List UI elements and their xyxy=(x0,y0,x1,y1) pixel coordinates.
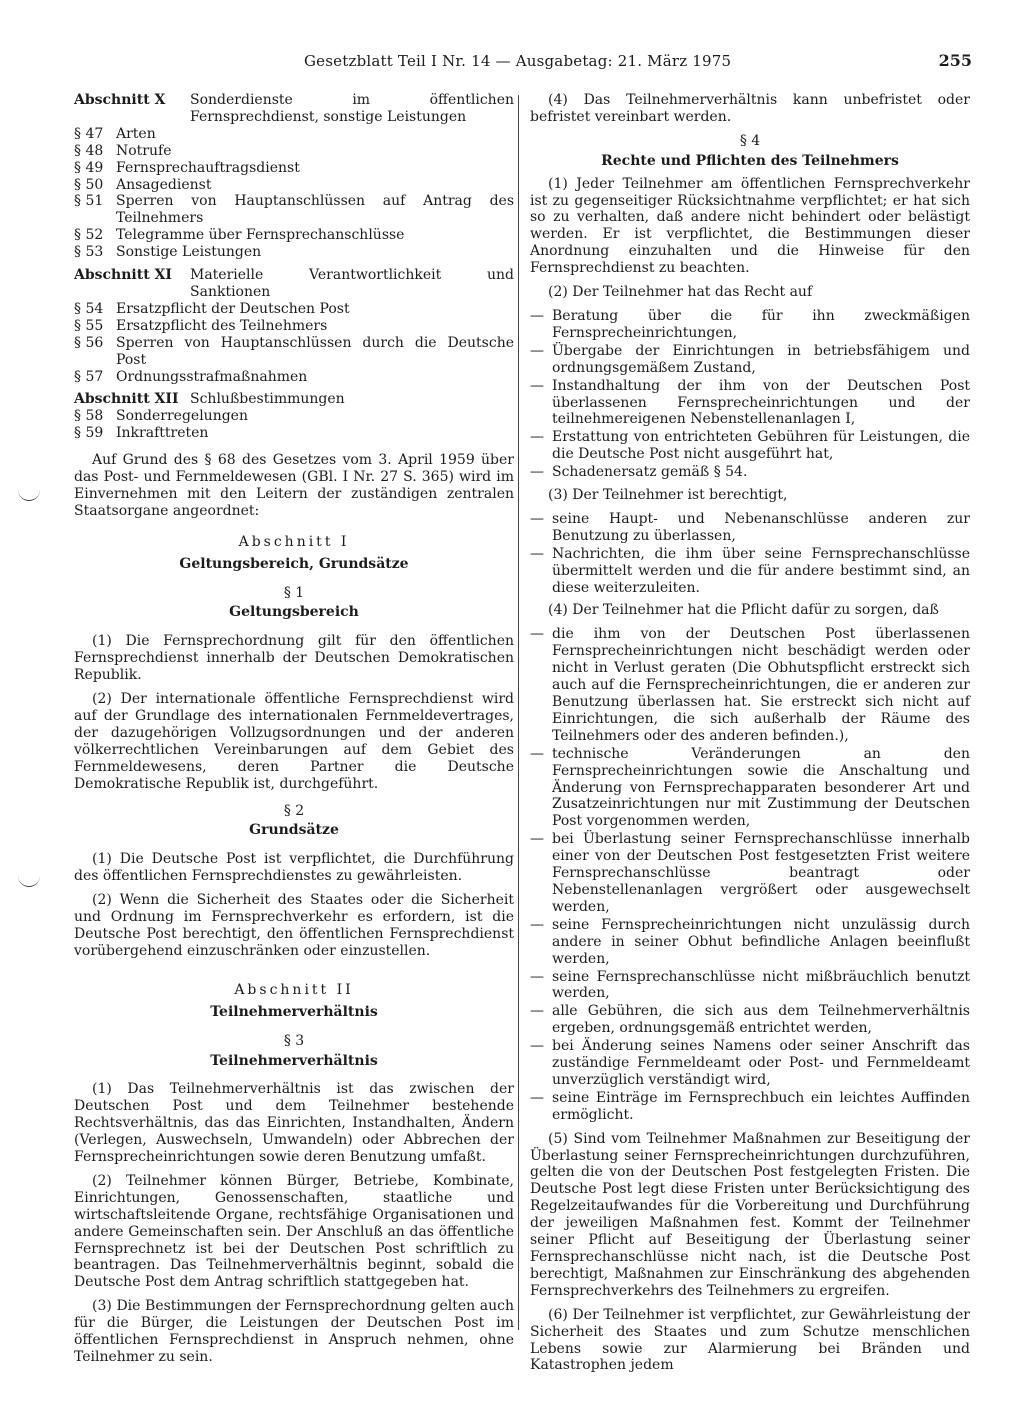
paragraph-title: Geltungsbereich xyxy=(229,604,359,621)
toc-paragraph-row xyxy=(74,177,514,194)
list-item xyxy=(530,626,970,744)
toc-key: Abschnitt XI xyxy=(74,267,172,284)
preamble: Auf Grund des § 68 des Gesetzes vom 3. April 1959 über das Post- und Fernmeldewesen (GBl. I Nr. 27 S. 365) wird im Einvernehmen mit den Leitern der zuständigen zentralen Staatsorgane angeordnet: xyxy=(74,452,514,519)
toc-paragraph-row xyxy=(74,244,514,261)
toc-text: Sonderdienste im öffentlichen Fernsprechdienst, sonstige Leistungen xyxy=(190,92,514,125)
list-item-text: Schadenersatz gemäß § 54. xyxy=(552,464,748,481)
toc-key: Abschnitt X xyxy=(74,92,166,108)
toc-key: Abschnitt XII xyxy=(74,391,179,408)
toc-paragraph-row xyxy=(74,143,514,160)
paragraph-sign: § 4 xyxy=(739,132,761,149)
dash-bullet: — xyxy=(530,545,544,562)
list-item-text: Erstattung von entrichteten Gebühren für Leistungen, die die Deutsche Post nicht ausgeführt hat, xyxy=(552,429,970,463)
column-divider xyxy=(518,95,519,1330)
paragraph-sign: § 2 xyxy=(283,802,305,819)
rights-list xyxy=(530,308,970,481)
paragraph-text: (1) Die Deutsche Post ist verpflichtet, die Durchführung des öffentlichen Fernsprechdienstes zu gewährleisten. xyxy=(74,851,514,885)
toc-paragraph-row xyxy=(74,227,514,244)
dash-bullet: — xyxy=(530,968,544,985)
toc-text: Materielle Verantwortlichkeit und Sanktionen xyxy=(190,267,514,300)
section-heading: Abschnitt II xyxy=(234,981,354,998)
section-title: Geltungsbereich, Grundsätze xyxy=(179,555,409,572)
dash-bullet: — xyxy=(530,377,544,394)
toc-paragraph-row xyxy=(74,301,514,318)
toc-text: Ordnungsstrafmaßnahmen xyxy=(116,368,308,385)
entitlements-list xyxy=(530,511,970,597)
toc-text: Fernsprechauftragsdienst xyxy=(116,159,300,176)
dash-bullet: — xyxy=(530,342,544,359)
toc-key: § 47 xyxy=(74,125,104,142)
toc-text: Schlußbestimmungen xyxy=(190,391,345,408)
list-item xyxy=(530,464,970,481)
toc-key: § 53 xyxy=(74,244,104,261)
list-item-text: Instandhaltung der ihm von der Deutschen Post überlassenen Fernsprecheinrichtungen und der teilnehmereigenen Nebenstellenanlagen I, xyxy=(552,377,970,428)
list-item-text: alle Gebühren, die sich aus dem Teilnehmerverhältnis ergeben, ordnungsgemäß entrichtet werden, xyxy=(552,1003,970,1037)
paragraph-text: (2) Teilnehmer können Bürger, Betriebe, Kombinate, Einrichtungen, Genossenschaften, staatliche und wirtschaftsleitende Organe, rechtsfähige Organisationen und andere Gemeinschaften sein. Der Anschluß an das öffentliche Fernsprechnetz ist bei der Deutschen Post schriftlich zu beantragen. Das Teilnehmerverhältnis beginnt, sobald die Deutsche Post dem Antrag schriftlich stattgegeben hat. xyxy=(74,1172,514,1291)
list-intro: (3) Der Teilnehmer ist berechtigt, xyxy=(548,487,788,504)
paragraph-sign: § 3 xyxy=(283,1032,305,1049)
list-item xyxy=(530,1003,970,1037)
toc-paragraph-row xyxy=(74,408,514,425)
list-item xyxy=(530,831,970,916)
paragraph-text: (4) Das Teilnehmerverhältnis kann unbefristet oder befristet vereinbart werden. xyxy=(530,92,970,125)
right-column xyxy=(530,92,970,1381)
dash-bullet: — xyxy=(530,429,544,446)
list-item xyxy=(530,1038,970,1089)
toc-key: § 58 xyxy=(74,408,104,425)
toc-text: Arten xyxy=(116,125,156,142)
toc-paragraph-row xyxy=(74,335,514,369)
list-item-text: die ihm von der Deutschen Post überlassenen Fernsprecheinrichtungen nicht beschädigt werden oder nicht in Verlust geraten (Die Obhutspflicht erstreckt sich auch auf die Fernsprecheinrichtungen, die er anderen zur Benutzung überlassen hat. Sie erstreckt sich nicht auf Einrichtungen, die sich außerhalb der Räume des Teilnehmers oder des anderen befinden.), xyxy=(552,626,970,744)
margin-pencil-mark xyxy=(18,488,40,501)
list-item xyxy=(530,546,970,597)
toc-paragraph-row xyxy=(74,425,514,442)
list-item xyxy=(530,917,970,968)
list-item xyxy=(530,429,970,463)
toc-key: § 48 xyxy=(74,142,104,159)
paragraph-text: (2) Der internationale öffentliche Fernsprechdienst wird auf der Grundlage des internationalen Fernmeldevertrages, der dazugehörigen Vollzugsordnungen und der anderen völkerrechtlichen Vereinbarungen auf dem Gebiet des Fernmeldewesens, deren Partner die Deutsche Demokratische Republik ist, durchgeführt. xyxy=(74,691,514,792)
toc-text: Sperren von Hauptanschlüssen durch die Deutsche Post xyxy=(116,334,514,368)
list-intro: (4) Der Teilnehmer hat die Pflicht dafür zu sorgen, daß xyxy=(548,602,939,619)
toc-key: § 51 xyxy=(74,193,104,210)
toc-paragraph-row xyxy=(74,193,514,227)
toc-text: Notrufe xyxy=(116,142,172,159)
toc-key: § 57 xyxy=(74,368,104,385)
dash-bullet: — xyxy=(530,510,544,527)
toc-text: Inkrafttreten xyxy=(116,425,209,442)
toc-section-row xyxy=(74,391,514,408)
toc-text: Ersatzpflicht des Teilnehmers xyxy=(116,317,328,334)
dash-bullet: — xyxy=(530,1089,544,1106)
duties-list xyxy=(530,626,970,1123)
toc-key: § 56 xyxy=(74,334,104,351)
toc-paragraph-row xyxy=(74,369,514,386)
page-number: 255 xyxy=(938,51,972,70)
toc-text: Ansagedienst xyxy=(116,176,212,193)
toc-text: Telegramme über Fernsprechanschlüsse xyxy=(116,227,405,244)
toc-text: Ersatzpflicht der Deutschen Post xyxy=(116,300,350,317)
toc-paragraph-row xyxy=(74,126,514,143)
dash-bullet: — xyxy=(530,745,544,762)
left-column xyxy=(74,92,514,1373)
margin-pencil-mark xyxy=(18,874,40,887)
toc-paragraph-row xyxy=(74,318,514,335)
paragraph-text: (1) Jeder Teilnehmer am öffentlichen Fernsprechverkehr ist zu gegenseitiger Rücksichtnahme verpflichtet; er hat sich so zu verhalten, daß andere nicht behindert oder belästigt werden. Er ist verpflichtet, die Bestimmungen dieser Anordnung einzuhalten und die Hinweise für den Fernsprechdienst zu beachten. xyxy=(530,175,970,277)
dash-bullet: — xyxy=(530,831,544,848)
paragraph-text: (2) Wenn die Sicherheit des Staates oder die Sicherheit und Ordnung im Fernsprechverkehr es erfordern, ist die Deutsche Post berechtigt, den öffentlichen Fernsprechdienst vorübergehend einzuschränken oder einzustellen. xyxy=(74,892,514,959)
toc-paragraph-row xyxy=(74,160,514,177)
list-item xyxy=(530,969,970,1003)
paragraph-sign: § 1 xyxy=(283,584,305,601)
toc-key: § 49 xyxy=(74,159,104,176)
toc-key: § 59 xyxy=(74,425,104,442)
dash-bullet: — xyxy=(530,626,544,643)
paragraph-title: Teilnehmerverhältnis xyxy=(210,1052,378,1069)
list-item xyxy=(530,1090,970,1124)
dash-bullet: — xyxy=(530,464,544,481)
dash-bullet: — xyxy=(530,1038,544,1055)
section-title: Teilnehmerverhältnis xyxy=(210,1003,378,1020)
paragraph-text: (6) Der Teilnehmer ist verpflichtet, zur Gewährleistung der Sicherheit des Staates und zum Schutze menschlichen Lebens sowie zur Alarmierung bei Bränden und Katastrophen jedem xyxy=(530,1306,970,1374)
toc-section-row xyxy=(74,267,514,301)
list-item xyxy=(530,343,970,377)
dash-bullet: — xyxy=(530,916,544,933)
page-header xyxy=(74,50,972,72)
table-of-contents xyxy=(74,92,514,442)
dash-bullet: — xyxy=(530,1003,544,1020)
list-item-text: Übergabe der Einrichtungen in betriebsfähigem und ordnungsgemäßem Zustand, xyxy=(552,342,970,376)
list-item-text: bei Änderung seines Namens oder seiner Anschrift das zuständige Fernmeldeamt oder Post- und Fernmeldeamt unverzüglich verständigt wird, xyxy=(552,1038,970,1088)
list-item xyxy=(530,378,970,429)
list-item xyxy=(530,511,970,545)
list-item-text: seine Einträge im Fernsprechbuch ein leichtes Auffinden ermöglicht. xyxy=(552,1089,970,1123)
toc-key: § 55 xyxy=(74,317,104,334)
list-item-text: seine Fernsprechanschlüsse nicht mißbräuchlich benutzt werden, xyxy=(552,968,970,1002)
paragraph-title: Rechte und Pflichten des Teilnehmers xyxy=(601,152,899,169)
paragraph-title: Grundsätze xyxy=(249,822,339,839)
list-item-text: Nachrichten, die ihm über seine Fernsprechanschlüsse übermittelt werden und die für andere bestimmt sind, an diese weiterzuleiten. xyxy=(552,545,970,596)
gazette-header-title: Gesetzblatt Teil I Nr. 14 — Ausgabetag: 21. März 1975 xyxy=(304,52,732,70)
toc-section-row xyxy=(74,92,514,126)
paragraph-text: (1) Das Teilnehmerverhältnis ist das zwischen der Deutschen Post und dem Teilnehmer bestehende Rechtsverhältnis, das das Einrichten, Instandhalten, Ändern (Verlegen, Auswechseln, Umwandeln) oder Abbrechen der Fernsprecheinrichtungen sowie deren Benutzung umfaßt. xyxy=(74,1081,514,1166)
toc-key: § 52 xyxy=(74,227,104,244)
list-item-text: bei Überlastung seiner Fernsprechanschlüsse innerhalb einer von der Deutschen Post festgesetzten Frist weitere Fernsprechanschlüsse beantragt oder Nebenstellenanlagen vergrößert oder ausgewechselt werden, xyxy=(552,831,970,915)
toc-text: Sperren von Hauptanschlüssen auf Antrag des Teilnehmers xyxy=(116,193,514,227)
paragraph-text: (3) Die Bestimmungen der Fernsprechordnung gelten auch für die Bürger, die Leistungen der Deutschen Post im öffentlichen Fernsprechdienst in Anspruch nehmen, ohne Teilnehmer zu sein. xyxy=(74,1298,514,1365)
list-item xyxy=(530,746,970,831)
list-item-text: seine Fernsprecheinrichtungen nicht unzulässig durch andere in seiner Obhut befindliche Anlagen beeinflußt werden, xyxy=(552,916,970,967)
list-intro: (2) Der Teilnehmer hat das Recht auf xyxy=(548,284,813,301)
toc-key: § 50 xyxy=(74,176,104,193)
toc-text: Sonstige Leistungen xyxy=(116,244,262,261)
paragraph-text: (1) Die Fernsprechordnung gilt für den öffentlichen Fernsprechdienst innerhalb der Deutschen Demokratischen Republik. xyxy=(74,633,514,684)
list-item-text: seine Haupt- und Nebenanschlüsse anderen zur Benutzung zu überlassen, xyxy=(552,510,970,544)
list-item xyxy=(530,308,970,342)
toc-key: § 54 xyxy=(74,300,104,317)
toc-text: Sonderregelungen xyxy=(116,408,248,425)
list-item-text: Beratung über die für ihn zweckmäßigen Fernsprecheinrichtungen, xyxy=(552,307,970,341)
paragraph-text: (5) Sind vom Teilnehmer Maßnahmen zur Beseitigung der Überlastung seiner Fernsprecheinrichtungen durchzuführen, gelten die von der Deutschen Post festgelegten Fristen. Die Deutsche Post legt diese Fristen unter Berücksichtigung des Regelzeitaufwandes für die Vorbereitung und Durchführung der jeweiligen Maßnahmen fest. Kommt der Teilnehmer seiner Pflicht auf Beseitigung der Überlastung seiner Fernsprechanschlüsse nicht nach, ist die Deutsche Post berechtigt, Maßnahmen zur Einschränkung des abgehenden Fernsprechverkehrs des Teilnehmers zu ergreifen. xyxy=(530,1130,970,1299)
section-heading: Abschnitt I xyxy=(238,533,350,550)
list-item-text: technische Veränderungen an den Fernsprecheinrichtungen sowie die Anschaltung und Änderung von Fernsprechapparaten besonderer Art und Zusatzeinrichtungen nur mit Zustimmung der Deutschen Post vorgenommen werden, xyxy=(552,745,970,830)
dash-bullet: — xyxy=(530,307,544,324)
